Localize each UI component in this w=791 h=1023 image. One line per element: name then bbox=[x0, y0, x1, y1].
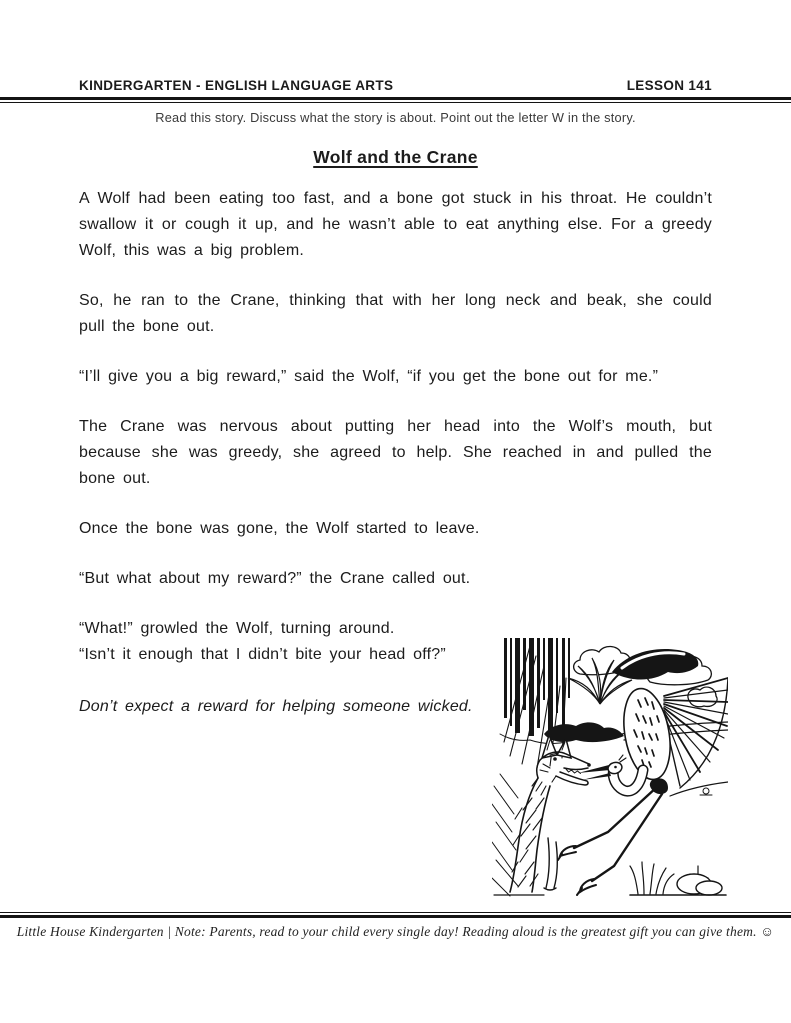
story-paragraph: “Isn’t it enough that I didn’t bite your head off?” bbox=[79, 646, 446, 663]
wolf-and-crane-illustration bbox=[492, 638, 728, 900]
trees-icon bbox=[500, 638, 570, 768]
stones-icon bbox=[677, 866, 722, 895]
story-paragraph: So, he ran to the Crane, thinking that with her long neck and beak, she could pull the bone out. bbox=[79, 292, 712, 335]
story-paragraph: A Wolf had been eating too fast, and a bone got stuck in his throat. He couldn’t swallow it or cough it up, and he wasn’t able to eat anything else. For a greedy Wolf, this was a big problem. bbox=[79, 190, 712, 259]
header-subject-label: KINDERGARTEN - ENGLISH LANGUAGE ARTS bbox=[79, 78, 394, 93]
crane-body-icon bbox=[617, 685, 676, 794]
header-divider bbox=[0, 97, 791, 103]
story-paragraph: The Crane was nervous about putting her head into the Wolf’s mouth, but because she was greedy, she agreed to help. She reached in and pulled the bone out. bbox=[79, 418, 712, 487]
crane-tail-feathers-icon bbox=[664, 678, 728, 788]
story-paragraph: Once the bone was gone, the Wolf started to leave. bbox=[79, 520, 480, 537]
teacher-instruction: Read this story. Discuss what the story is about. Point out the letter W in the story. bbox=[155, 110, 636, 125]
footer-divider bbox=[0, 912, 791, 918]
crane-legs-icon bbox=[558, 786, 662, 895]
story-moral: Don’t expect a reward for helping someone wicked. bbox=[79, 698, 473, 715]
story-paragraph: “I’ll give you a big reward,” said the Wolf, “if you get the bone out for me.” bbox=[79, 368, 659, 385]
story-title: Wolf and the Crane bbox=[313, 147, 478, 167]
footer-note: Little House Kindergarten | Note: Parents, read to your child every single day! Reading aloud is the greatest gift you can give them. ☺ bbox=[16, 924, 775, 939]
story-paragraph: “But what about my reward?” the Crane called out. bbox=[79, 570, 471, 587]
wolf-and-crane-drawing bbox=[492, 638, 728, 900]
page-header bbox=[79, 78, 712, 93]
wolf-icon bbox=[492, 735, 591, 896]
header-lesson-label: LESSON 141 bbox=[626, 78, 712, 93]
story-paragraph: “What!” growled the Wolf, turning around. bbox=[79, 620, 395, 637]
grass-icon bbox=[630, 862, 674, 894]
